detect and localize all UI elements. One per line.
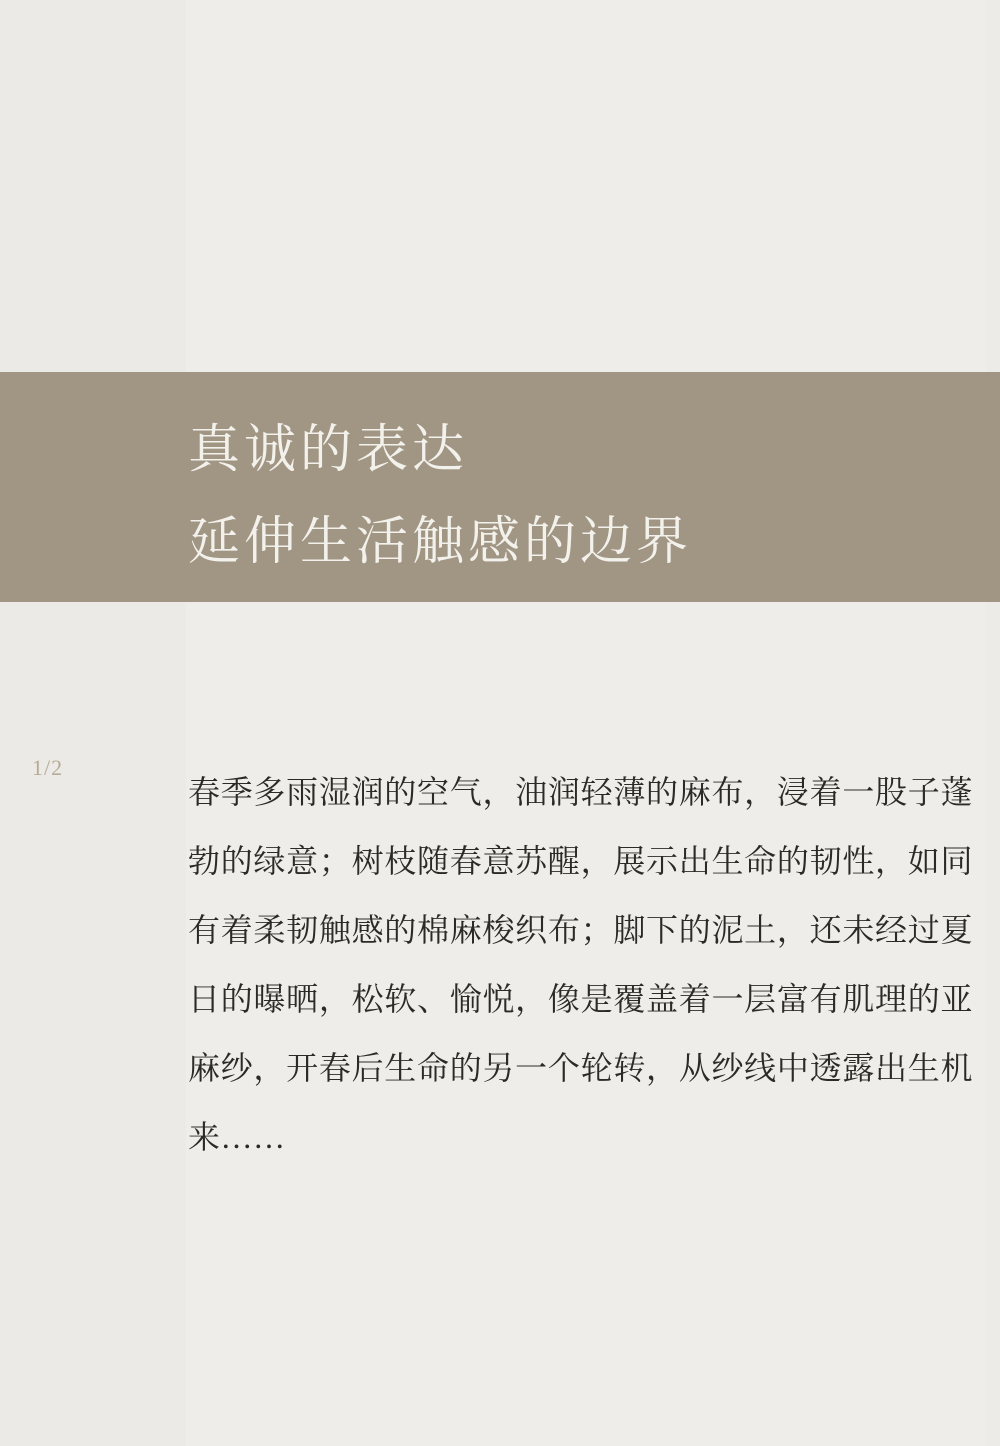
right-margin-band [986,0,1000,1446]
headline-line-1: 真诚的表达 [188,422,469,479]
body-paragraph: 春季多雨湿润的空气，油润轻薄的麻布，浸着一股子蓬勃的绿意；树枝随春意苏醒，展示出生命的韧性，如同有着柔韧触感的棉麻梭织布；脚下的泥土，还未经过夏日的曝晒，松软、愉悦，像是覆盖着一层富有肌理的亚麻纱，开春后生命的另一个轮转，从纱线中透露出生机来…… [188,774,973,1155]
page-title [188,405,948,589]
headline-line-2: 延伸生活触感的边界 [188,514,693,571]
left-margin-band [0,0,186,1446]
page-number: 1/2 [32,755,64,780]
